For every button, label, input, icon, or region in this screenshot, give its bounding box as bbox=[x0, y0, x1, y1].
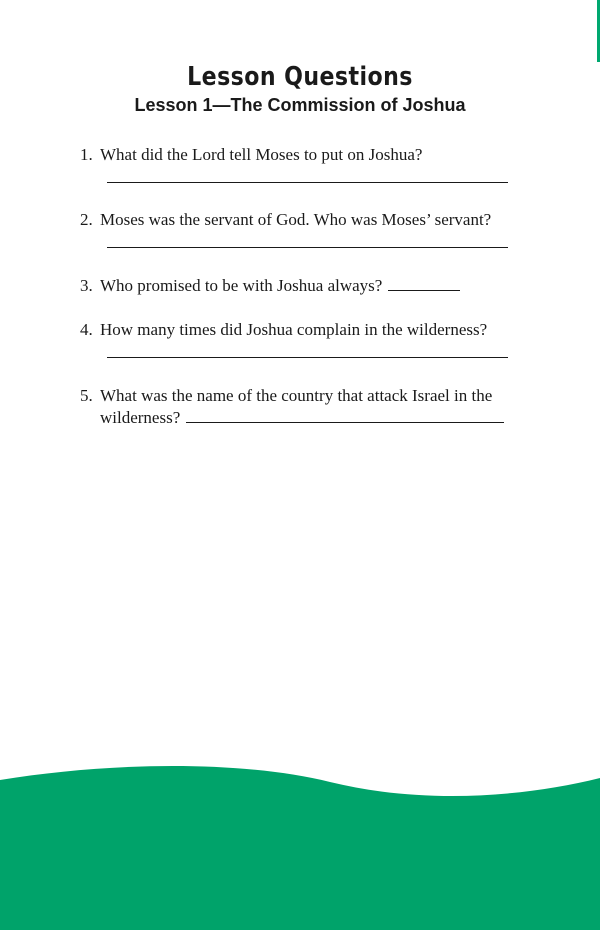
question-text: Moses was the servant of God. Who was Moses’ servant? bbox=[100, 210, 492, 229]
lesson-subtitle: Lesson 1—The Commission of Joshua bbox=[134, 95, 466, 115]
question-5 bbox=[80, 385, 520, 429]
question-text: What did the Lord tell Moses to put on Joshua? bbox=[100, 145, 423, 164]
question-number: 3. bbox=[80, 276, 93, 295]
answer-line-5[interactable] bbox=[186, 408, 504, 423]
question-number: 2. bbox=[80, 210, 93, 229]
question-2 bbox=[80, 209, 520, 231]
question-number: 4. bbox=[80, 320, 93, 339]
answer-line-3[interactable] bbox=[388, 276, 460, 291]
question-number: 5. bbox=[80, 386, 93, 405]
question-text: How many times did Joshua complain in the wilderness? bbox=[100, 320, 488, 339]
question-3 bbox=[80, 275, 520, 297]
answer-line-1[interactable] bbox=[107, 182, 508, 183]
answer-line-4[interactable] bbox=[107, 357, 508, 358]
page-title: Lesson Questions bbox=[187, 62, 413, 92]
answer-line-2[interactable] bbox=[107, 247, 508, 248]
question-text-line-1: What was the name of the country that attack Israel in the bbox=[100, 386, 493, 405]
question-number: 1. bbox=[80, 145, 93, 164]
question-1 bbox=[80, 144, 520, 166]
green-wave-decoration bbox=[0, 760, 600, 930]
question-4 bbox=[80, 319, 520, 341]
question-text: Who promised to be with Joshua always? bbox=[100, 276, 383, 295]
question-text-line-2: wilderness? bbox=[100, 408, 181, 427]
